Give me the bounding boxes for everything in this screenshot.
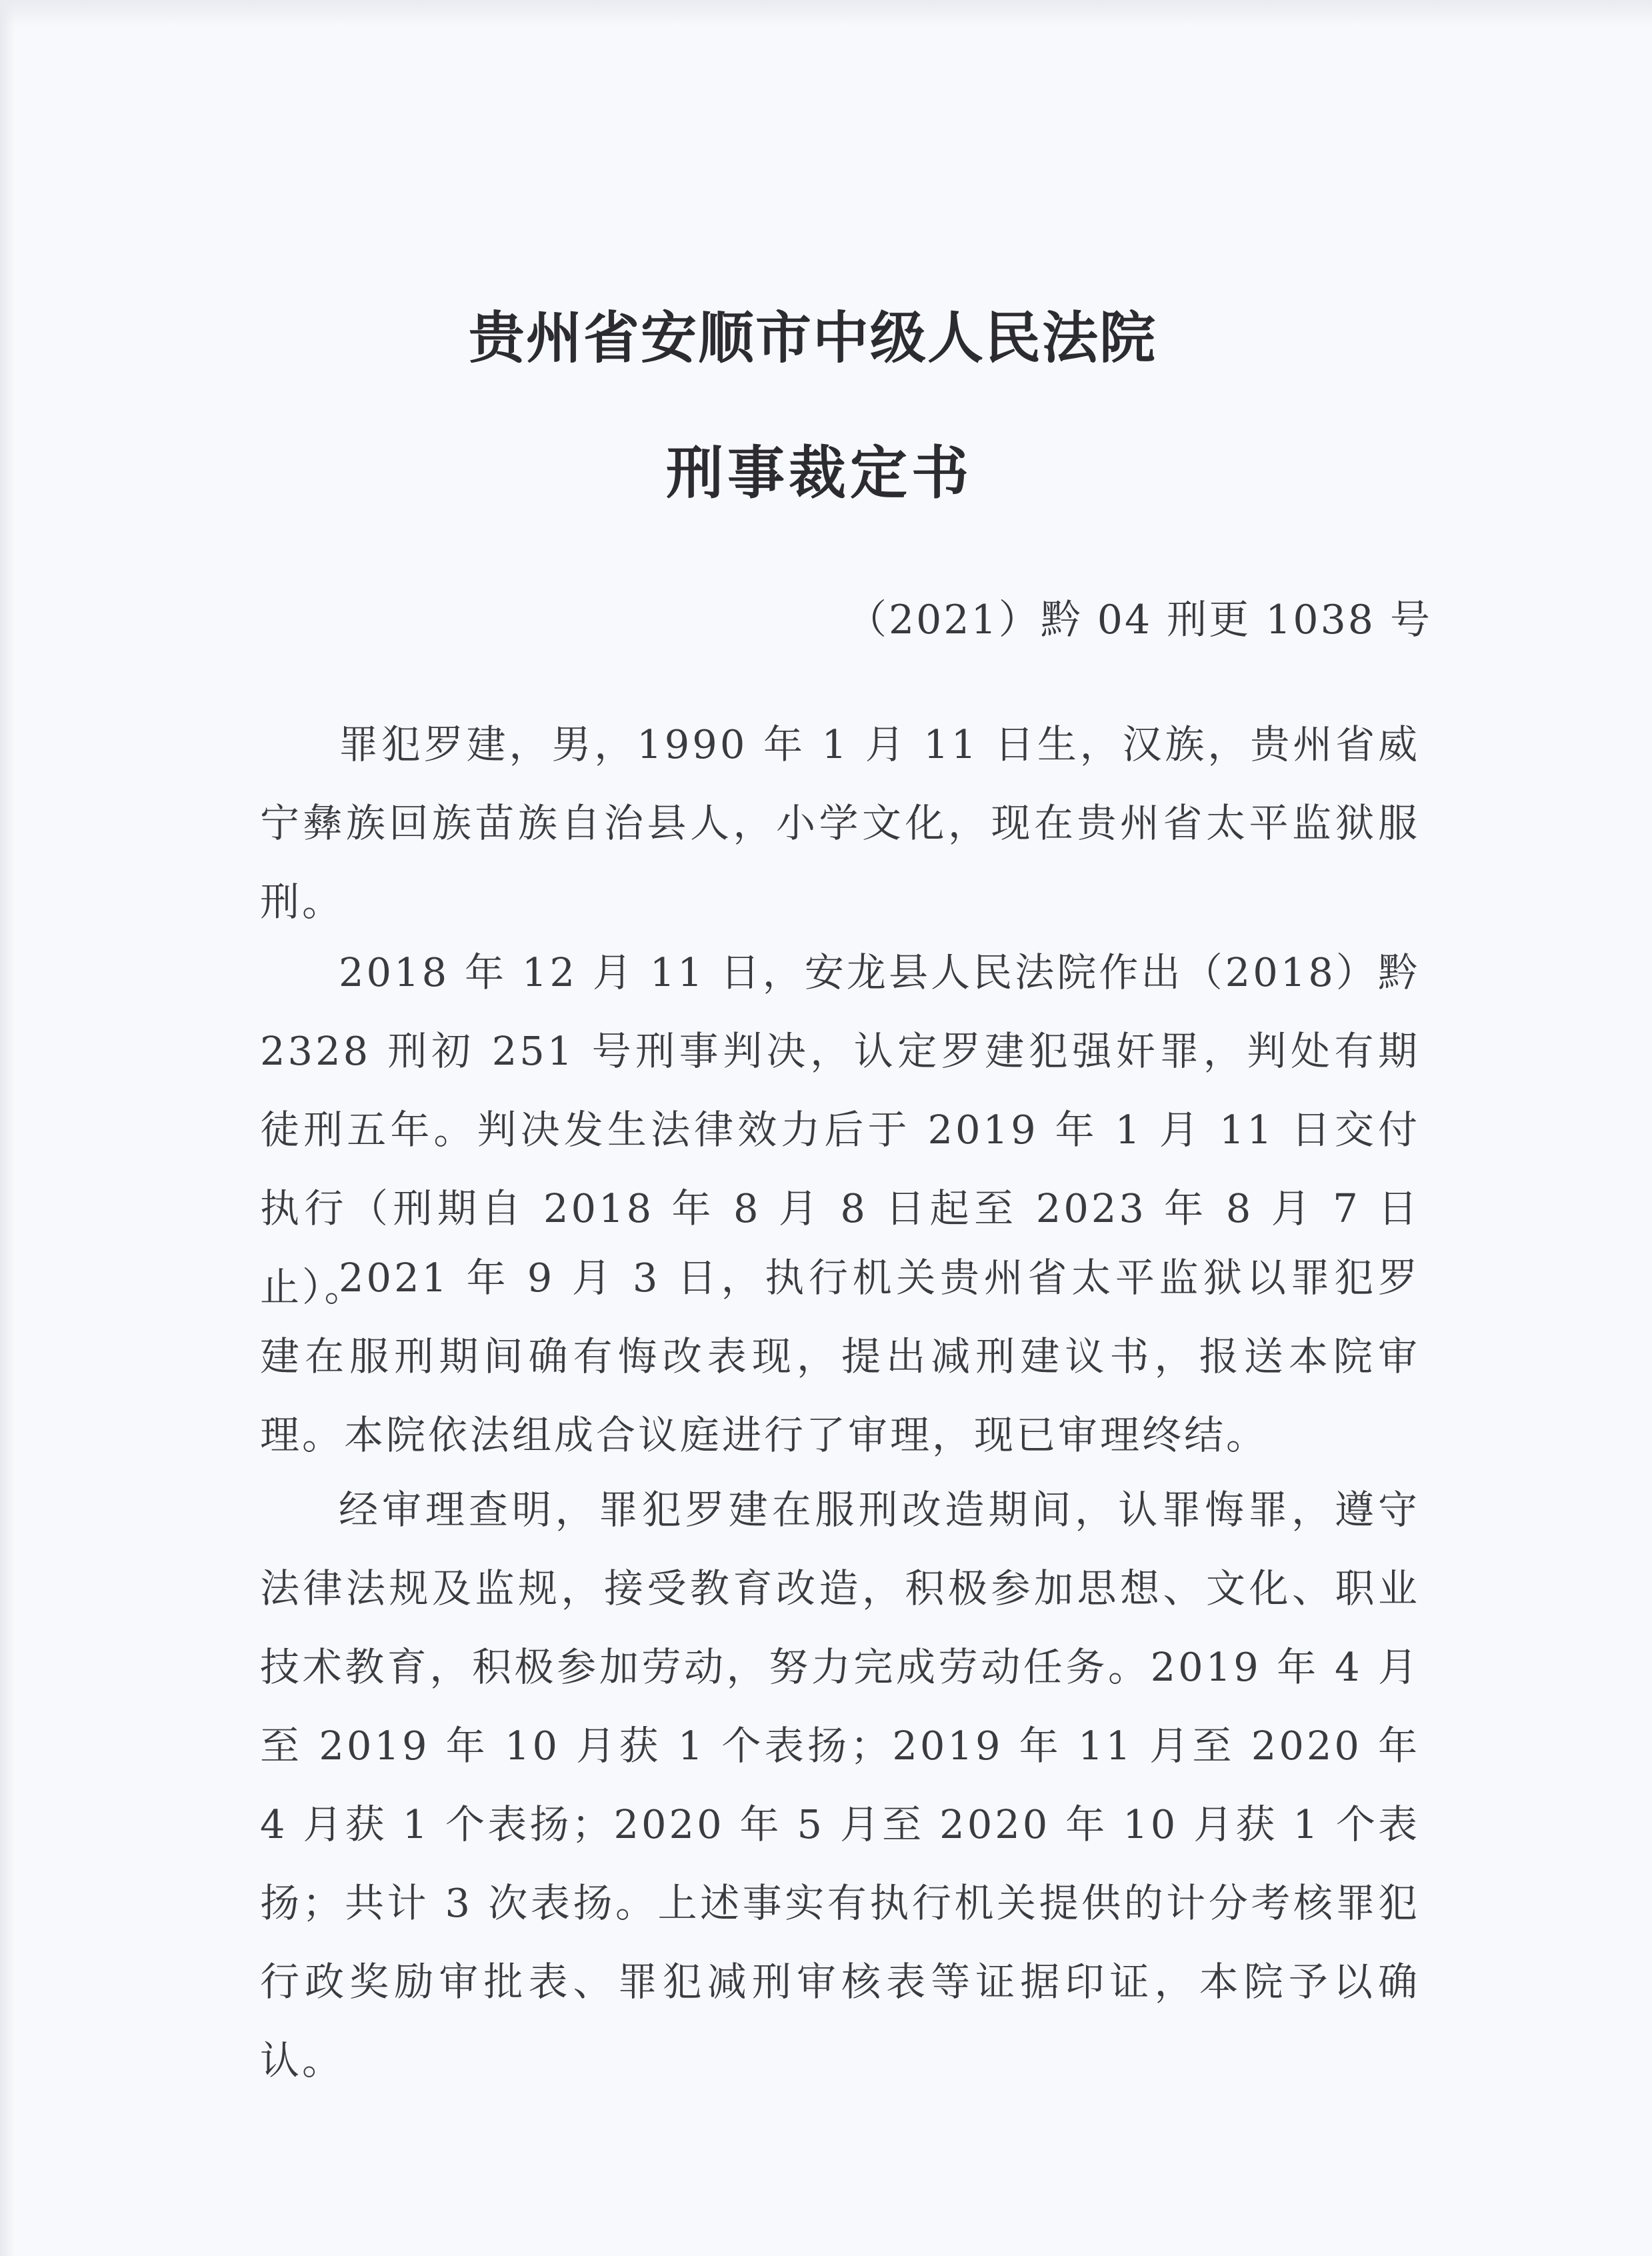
paragraph-defendant-info: 罪犯罗建，男，1990 年 1 月 11 日生，汉族，贵州省威宁彝族回族苗族自治县人，小学文化，现在贵州省太平监狱服刑。 [260, 721, 1420, 925]
document-type-heading: 刑事裁定书 [666, 439, 973, 507]
paragraph-findings: 经审理查明，罪犯罗建在服刑改造期间，认罪悔罪，遵守法律法规及监规，接受教育改造，积极参加思想、文化、职业技术教育，积极参加劳动，努力完成劳动任务。2019 年 4 月至 2019 年 10 月获 1 个表扬；2019 年 11 月至 2020 年 4 月获 1 个表扬；2020 年 5 月至 2020 年 10 月获 1 个表扬；共计 3 次表扬。上述事实有执行机关提供的计分考核罪犯行政奖励审批表、罪犯减刑审核表等证据印证，本院予以确认。 [260, 1487, 1420, 2083]
court-name-heading: 贵州省安顺市中级人民法院 [468, 305, 1157, 371]
paragraph-commutation-proposal: 2021 年 9 月 3 日，执行机关贵州省太平监狱以罪犯罗建在服刑期间确有悔改表现，提出减刑建议书，报送本院审理。本院依法组成合议庭进行了审理，现已审理终结。 [260, 1255, 1420, 1458]
scan-top-shadow [0, 0, 1652, 27]
paragraph-original-judgment: 2018 年 12 月 11 日，安龙县人民法院作出（2018）黔 2328 刑初 251 号刑事判决，认定罗建犯强奸罪，判处有期徒刑五年。判决发生法律效力后于 2019 年 1 月 11 日交付执行（刑期自 2018 年 8 月 8 日起至 2023 年 8 月 7 日止）。 [260, 949, 1420, 1310]
case-number: （2021）黔 04 刑更 1038 号 [847, 597, 1433, 643]
